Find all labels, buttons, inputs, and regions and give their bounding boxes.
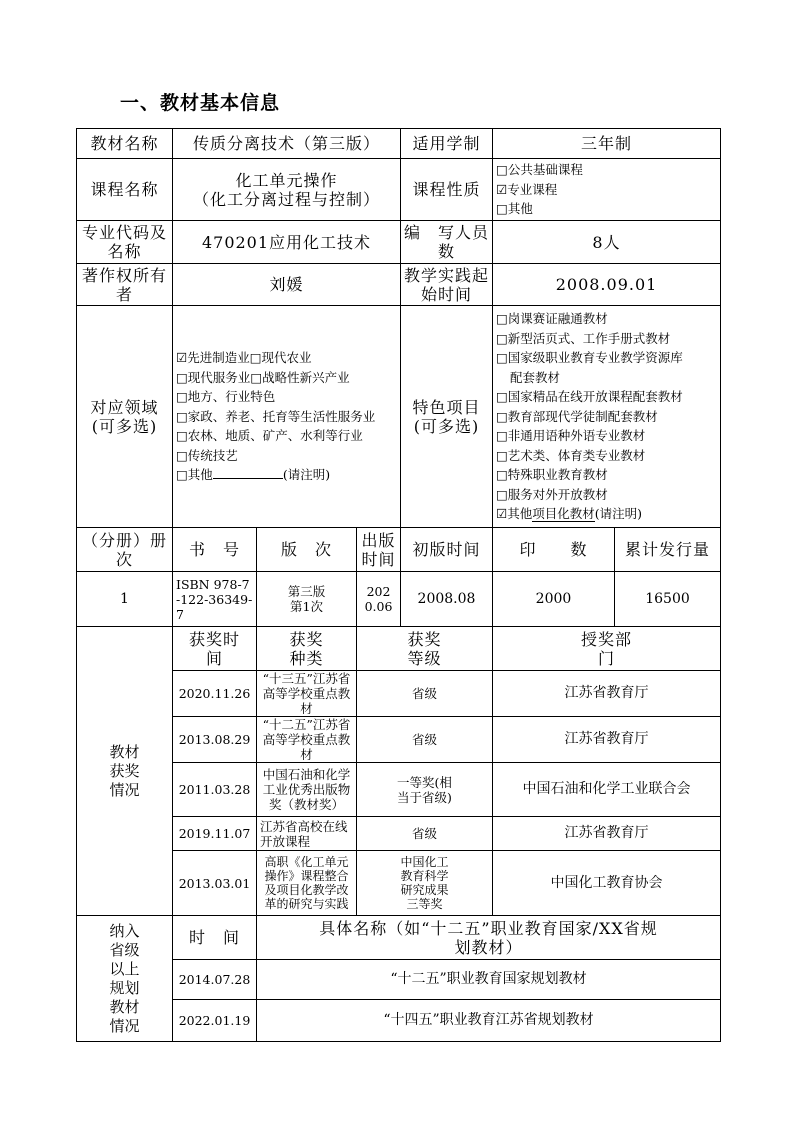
option-label: 公共基础课程 xyxy=(507,162,583,178)
course-nature-options xyxy=(493,159,721,221)
feature-option-other[interactable] xyxy=(496,504,717,524)
award-level: 一等奖(相当于省级) xyxy=(357,763,493,817)
field-option-agri-forestry[interactable]: □农林、地质、矿产、水利等行业 xyxy=(176,428,363,444)
award-type: “十二五”江苏省高等学校重点教材 xyxy=(257,717,357,763)
pub-time-value: 2020.06 xyxy=(357,572,401,627)
field-label-sub: (可多选) xyxy=(91,416,158,436)
feature-label-text: 特色项目 xyxy=(412,397,481,417)
section-heading: 一、教材基本信息 xyxy=(120,92,281,114)
award-time: 2013.08.29 xyxy=(173,717,257,763)
checkbox-icon: □ xyxy=(496,162,508,178)
copyright-label: 著作权所有者 xyxy=(77,264,173,306)
award-level-header: 获奖等级 xyxy=(357,627,493,671)
copyright-value: 刘媛 xyxy=(173,264,401,306)
practice-start-value: 2008.09.01 xyxy=(493,264,721,306)
total-value: 16500 xyxy=(615,572,721,627)
award-dept: 江苏省教育厅 xyxy=(493,717,721,763)
award-type: 江苏省高校在线开放课程 xyxy=(257,817,357,851)
award-level: 中国化工教育科学研究成果三等奖 xyxy=(357,851,493,916)
planning-name: “十二五”职业教育国家规划教材 xyxy=(257,960,721,1000)
course-nature-label: 课程性质 xyxy=(401,159,493,221)
field-label xyxy=(77,306,173,528)
field-option-living-services[interactable]: □家政、养老、托育等生活性服务业 xyxy=(176,408,376,424)
duration-value: 三年制 xyxy=(493,129,721,159)
printing-value: 2000 xyxy=(493,572,615,627)
authors-label: 编 写人员数 xyxy=(401,221,493,264)
field-option-modern-agriculture[interactable]: □现代农业 xyxy=(249,350,312,366)
book-name-value: 传质分离技术（第三版） xyxy=(173,129,401,159)
planning-time: 2014.07.28 xyxy=(173,960,257,1000)
award-level: 省级 xyxy=(357,671,493,717)
award-time: 2011.03.28 xyxy=(173,763,257,817)
feature-option-3-cont: 配套教材 xyxy=(510,369,561,385)
feature-option-8[interactable]: □特殊职业教育教材 xyxy=(496,467,608,483)
award-time-header: 获奖时间 xyxy=(173,627,257,671)
nature-option-other[interactable] xyxy=(496,199,717,219)
planning-name: “十四五”职业教育江苏省规划教材 xyxy=(257,1000,721,1042)
planning-section-label: 纳入省级以上规划教材情况 xyxy=(77,916,173,1042)
award-type-header: 获奖种类 xyxy=(257,627,357,671)
feature-options xyxy=(493,306,721,528)
field-option-other[interactable] xyxy=(176,465,397,485)
feature-option-6[interactable]: □非通用语种外语专业教材 xyxy=(496,428,646,444)
award-dept: 江苏省教育厅 xyxy=(493,817,721,851)
award-row xyxy=(77,717,721,763)
edition-value xyxy=(257,572,357,627)
field-options xyxy=(173,306,401,528)
nature-option-public[interactable] xyxy=(496,160,717,180)
isbn-header: 书 号 xyxy=(173,528,257,572)
planning-name-header: 具体名称（如“十二五”职业教育国家/XX省规划教材） xyxy=(257,916,721,960)
award-row xyxy=(77,851,721,916)
checkbox-icon: □ xyxy=(496,201,508,217)
feature-option-5[interactable]: □教育部现代学徒制配套教材 xyxy=(496,408,658,424)
volume-header: （分册）册次 xyxy=(77,528,173,572)
feature-option-4[interactable]: □国家精品在线开放课程配套教材 xyxy=(496,389,683,405)
award-time: 2019.11.07 xyxy=(173,817,257,851)
option-label: 专业课程 xyxy=(507,181,558,197)
planning-time: 2022.01.19 xyxy=(173,1000,257,1042)
award-row xyxy=(77,817,721,851)
total-header: 累计发行量 xyxy=(615,528,721,572)
feature-option-3[interactable]: □国家级职业教育专业教学资源库 xyxy=(496,350,683,366)
award-dept-header: 授奖部门 xyxy=(493,627,721,671)
note-label: (请注明) xyxy=(282,467,331,483)
option-label: 其他 xyxy=(507,201,533,217)
planning-row xyxy=(77,1000,721,1042)
other-field-input[interactable] xyxy=(213,478,283,479)
first-time-value: 2008.08 xyxy=(401,572,493,627)
first-time-header: 初版时间 xyxy=(401,528,493,572)
award-dept: 中国石油和化学工业联合会 xyxy=(493,763,721,817)
field-row-2 xyxy=(176,368,397,388)
feature-label xyxy=(401,306,493,528)
feature-option-1[interactable]: □岗课赛证融通教材 xyxy=(496,311,608,327)
checkbox-checked-icon: ☑ xyxy=(496,181,508,197)
field-option-modern-service[interactable]: □现代服务业 xyxy=(176,369,251,385)
feature-option-2[interactable]: □新型活页式、工作手册式教材 xyxy=(496,330,671,346)
duration-label: 适用学制 xyxy=(401,129,493,159)
authors-value: 8人 xyxy=(493,221,721,264)
field-row-1 xyxy=(176,348,397,368)
field-label-text: 对应领域 xyxy=(90,397,159,417)
note-label: (请注明) xyxy=(594,506,642,522)
book-name-label: 教材名称 xyxy=(77,129,173,159)
award-level: 省级 xyxy=(357,717,493,763)
award-level: 省级 xyxy=(357,817,493,851)
course-name-line2: （化工分离过程与控制） xyxy=(192,189,380,209)
other-feature-value[interactable]: 项目化教材 xyxy=(532,506,595,522)
field-option-traditional-craft[interactable]: □传统技艺 xyxy=(176,447,238,463)
feature-label-sub: (可多选) xyxy=(413,416,480,436)
award-dept: 中国化工教育协会 xyxy=(493,851,721,916)
printing-header: 印 数 xyxy=(493,528,615,572)
edition-line2: 第1次 xyxy=(290,599,323,614)
major-value: 470201应用化工技术 xyxy=(173,221,401,264)
planning-row xyxy=(77,960,721,1000)
awards-section-label: 教材获奖情况 xyxy=(77,627,173,916)
volume-value: 1 xyxy=(77,572,173,627)
isbn-value: ISBN 978-7-122-36349-7 xyxy=(173,572,257,627)
field-option-emerging-industry[interactable]: □战略性新兴产业 xyxy=(250,369,350,385)
award-time: 2020.11.26 xyxy=(173,671,257,717)
nature-option-major[interactable] xyxy=(496,180,717,200)
award-time: 2013.03.01 xyxy=(173,851,257,916)
award-type: “十三五”江苏省高等学校重点教材 xyxy=(257,671,357,717)
option-label: ☑其他 xyxy=(496,506,533,522)
course-name-line1: 化工单元操作 xyxy=(235,170,338,190)
award-type: 高职《化工单元操作》课程整合及项目化教学改革的研究与实践 xyxy=(257,851,357,916)
option-label: □其他 xyxy=(176,467,213,483)
feature-option-9[interactable]: □服务对外开放教材 xyxy=(496,486,608,502)
award-row xyxy=(77,763,721,817)
practice-start-label: 教学实践起始时间 xyxy=(401,264,493,306)
award-type: 中国石油和化学工业优秀出版物奖（教材奖） xyxy=(257,763,357,817)
edition-header: 版 次 xyxy=(257,528,357,572)
course-name-value xyxy=(173,159,401,221)
course-name-label: 课程名称 xyxy=(77,159,173,221)
edition-line1: 第三版 xyxy=(287,584,326,599)
award-row xyxy=(77,671,721,717)
award-dept: 江苏省教育厅 xyxy=(493,671,721,717)
field-option-advanced-manufacturing[interactable]: ☑先进制造业 xyxy=(176,350,250,366)
field-option-local[interactable]: □地方、行业特色 xyxy=(176,389,276,405)
planning-time-header: 时 间 xyxy=(173,916,257,960)
pub-time-header: 出版时间 xyxy=(357,528,401,572)
textbook-info-table xyxy=(76,128,721,1042)
major-code-label: 专业代码及名称 xyxy=(77,221,173,264)
feature-option-7[interactable]: □艺术类、体育类专业教材 xyxy=(496,447,646,463)
